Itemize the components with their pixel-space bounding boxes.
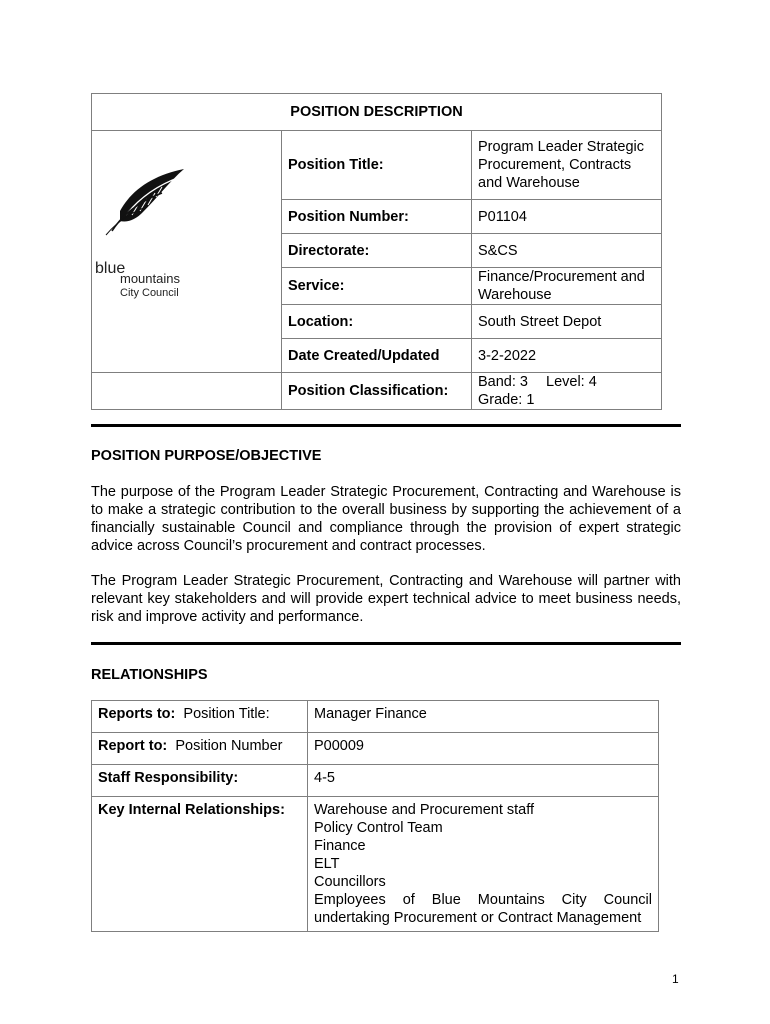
logo-text-blue: blue <box>95 260 126 277</box>
position-description-table <box>91 93 662 410</box>
list-item: Councillors <box>314 874 386 890</box>
purpose-paragraph-1: The purpose of the Program Leader Strategic Procurement, Contracting and Warehouse is to make a strategic contribution to the overall business by supporting the achievement of a financially sustainable Council and compliance through the provision of expert strategic advice across Council’s procurement and contract processes. <box>91 484 681 554</box>
logo-text-city-council: City Council <box>120 287 179 299</box>
position-number-value: P01104 <box>472 200 662 234</box>
list-item: Warehouse and Procurement staff <box>314 802 535 818</box>
key-internal-label: Key Internal Relationships: <box>92 797 308 932</box>
location-value: South Street Depot <box>472 305 662 339</box>
staff-responsibility-value: 4-5 <box>308 765 659 797</box>
reports-to-value: Manager Finance <box>308 701 659 733</box>
section-rule <box>91 642 681 645</box>
section-rule <box>91 424 681 427</box>
purpose-paragraph-2: The Program Leader Strategic Procurement, Contracting and Warehouse will partner with relevant key stakeholders and will provide expert technical advice to meet business needs, risk and improve activity and performance. <box>91 573 681 625</box>
service-value: Finance/Procurement and Warehouse <box>472 268 662 305</box>
classification-value <box>472 373 662 410</box>
logo-text-mountains: mountains <box>120 271 180 286</box>
classification-grade: Grade: 1 <box>478 392 535 408</box>
key-internal-list <box>314 801 652 927</box>
blue-mountains-logo <box>92 131 194 337</box>
list-item: Employees of Blue Mountains City Council <box>314 892 652 908</box>
classification-band: Band: 3 <box>478 374 528 390</box>
date-updated-value: 3-2-2022 <box>472 339 662 373</box>
date-updated-label: Date Created/Updated <box>282 339 472 373</box>
relationships-heading: RELATIONSHIPS <box>91 667 208 683</box>
list-item: Finance <box>314 838 366 854</box>
classification-label: Position Classification: <box>282 373 472 410</box>
list-item: Policy Control Team <box>314 820 443 836</box>
position-title-value: Program Leader Strategic Procurement, Contracts and Warehouse <box>472 131 662 200</box>
service-label: Service: <box>282 268 472 305</box>
report-to-number-value: P00009 <box>308 733 659 765</box>
empty-logo-cell <box>92 373 282 410</box>
staff-responsibility-label: Staff Responsibility: <box>92 765 308 797</box>
reports-to-label: Reports to: Position Title: <box>92 701 308 733</box>
position-number-label: Position Number: <box>282 200 472 234</box>
logo-cell <box>92 131 282 373</box>
page-number: 1 <box>672 972 679 986</box>
purpose-heading: POSITION PURPOSE/OBJECTIVE <box>91 448 322 464</box>
position-title-label: Position Title: <box>282 131 472 200</box>
relationships-table <box>91 700 659 932</box>
classification-level: Level: 4 <box>546 374 597 390</box>
report-to-number-label: Report to: Position Number <box>92 733 308 765</box>
position-description-title: POSITION DESCRIPTION <box>92 94 662 131</box>
location-label: Location: <box>282 305 472 339</box>
directorate-value: S&CS <box>472 234 662 268</box>
directorate-label: Directorate: <box>282 234 472 268</box>
list-item: ELT <box>314 856 340 872</box>
list-item: undertaking Procurement or Contract Management <box>314 910 642 926</box>
key-internal-value <box>308 797 659 932</box>
